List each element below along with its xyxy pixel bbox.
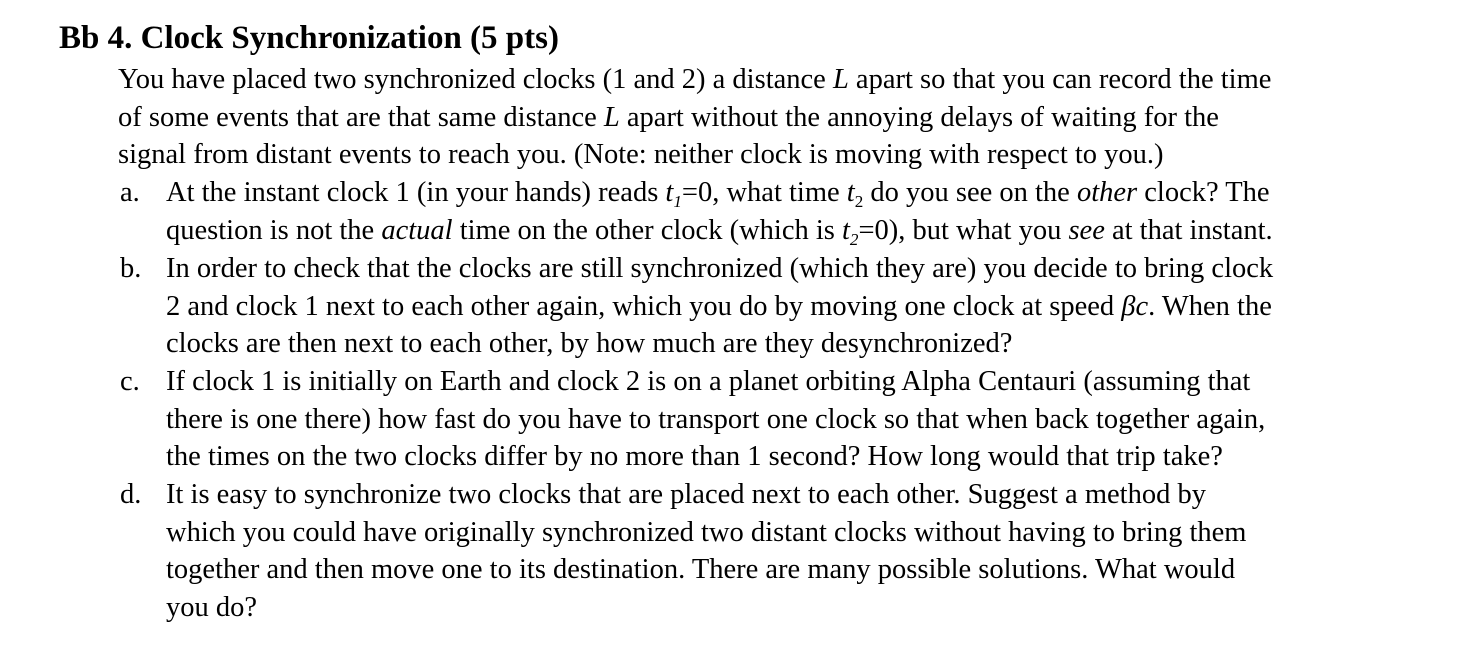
part-line: clocks are then next to each other, by how much are they desynchronized? — [166, 328, 1013, 360]
part-label: b. — [120, 253, 142, 284]
part-line: which you could have originally synchronized two distant clocks without having to bring them — [166, 516, 1247, 548]
part-text — [166, 250, 1456, 363]
part-line: It is easy to synchronize two clocks that are placed next to each other. Suggest a method by — [166, 479, 1206, 510]
part-text — [166, 476, 1456, 627]
part-line: the times on the two clocks differ by no more than 1 second? How long would that trip take? — [166, 441, 1223, 473]
part-line: question is not the actual time on the other clock (which is $t_2=0$), but what you see at that instant. — [166, 214, 1273, 249]
part-line: together and then move one to its destination. There are many possible solutions. What would — [166, 554, 1236, 586]
part-line: If clock 1 is initially on Earth and clock 2 is on a planet orbiting Alpha Centauri (assuming that — [166, 366, 1251, 397]
part-label: a. — [120, 177, 140, 208]
part-line: there is one there) how fast do you have to transport one clock so that when back together again, — [166, 403, 1266, 435]
part-line: you do? — [166, 592, 258, 624]
intro-line: You have placed two synchronized clocks (1 and 2) a distance L apart so that you can record the time — [118, 64, 1272, 95]
problem-intro — [118, 61, 1438, 174]
part-line: At the instant clock 1 (in your hands) reads $t_1=0$, what time $t_2$ do you see on the other clock? The — [166, 177, 1270, 211]
part-label: c. — [120, 366, 140, 397]
problem-heading: Bb 4. Clock Synchronization (5 pts) — [59, 20, 559, 56]
part-line: 2 and clock 1 next to each other again, which you do by moving one clock at speed βc. When the — [166, 290, 1272, 322]
part-text — [166, 174, 1456, 249]
intro-line: signal from distant events to reach you. (Note: neither clock is moving with respect to you.) — [118, 139, 1164, 171]
part-line: In order to check that the clocks are still synchronized (which they are) you decide to bring clock — [166, 253, 1274, 284]
part-label: d. — [120, 479, 142, 510]
part-text — [166, 363, 1456, 476]
intro-line: of some events that are that same distance L apart without the annoying delays of waiting for the — [118, 101, 1219, 133]
